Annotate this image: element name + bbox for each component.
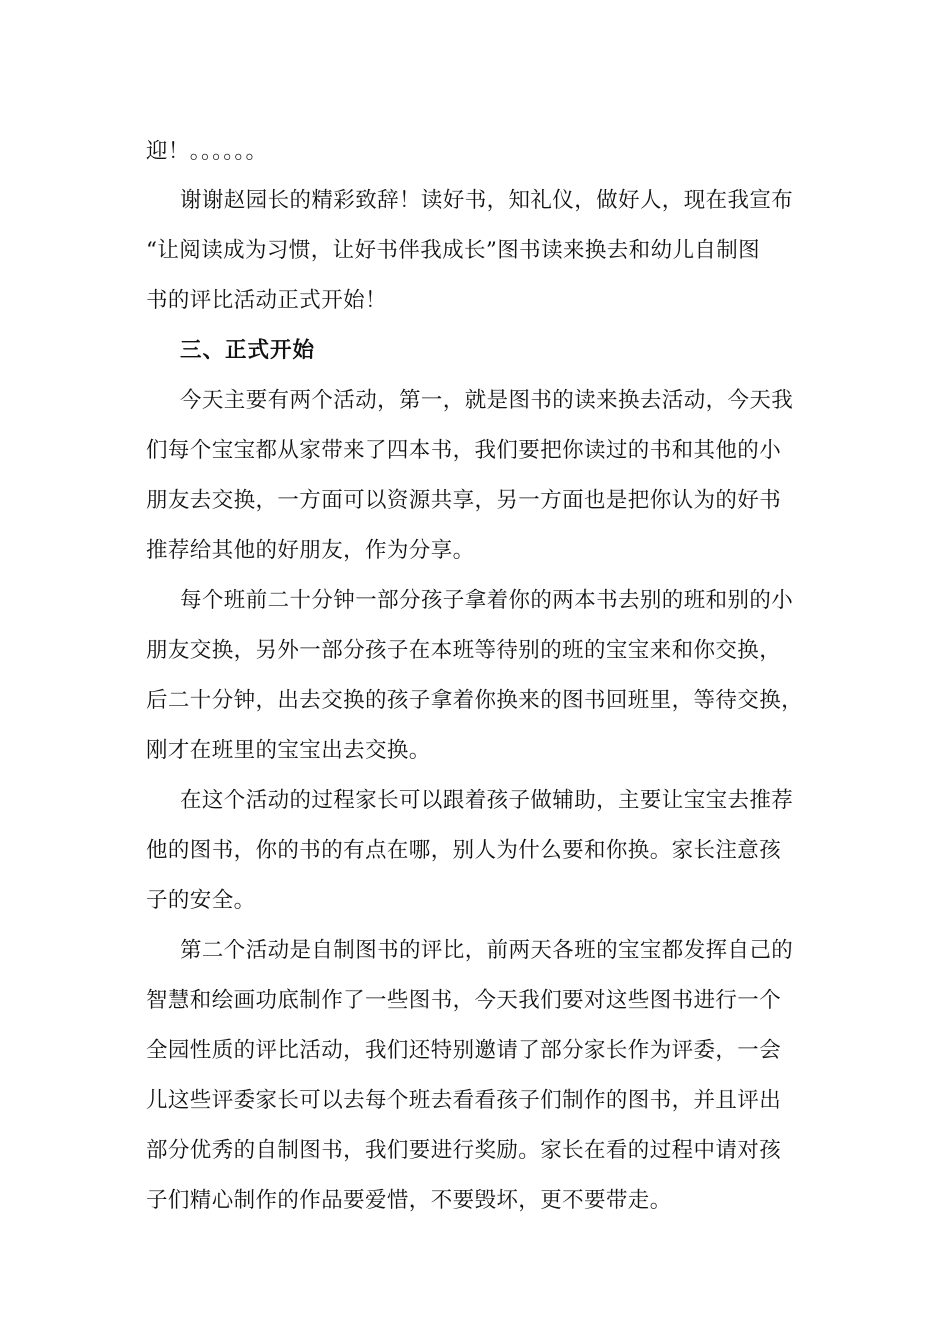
text-line: 朋友去交换，一方面可以资源共享，另一方面也是把你认为的好书 <box>146 488 782 513</box>
text-line: 书的评比活动正式开始！ <box>146 288 387 313</box>
paragraph-line: 每个班前二十分钟一部分孩子拿着你的两本书去别的班和别的小 <box>180 588 794 613</box>
text-line: 全园性质的评比活动，我们还特别邀请了部分家长作为评委，一会 <box>146 1038 782 1063</box>
text-line: 朋友交换，另外一部分孩子在本班等待别的班的宝宝来和你交换， <box>146 638 782 663</box>
text-line: 智慧和绘画功底制作了一些图书，今天我们要对这些图书进行一个 <box>146 988 782 1013</box>
text-line: 迎！。。。。。。 <box>146 139 268 164</box>
text-line: 儿这些评委家长可以去每个班去看看孩子们制作的图书，并且评出 <box>146 1088 782 1113</box>
text-line: 子们精心制作的作品要爱惜，不要毁坏，更不要带走。 <box>146 1188 672 1213</box>
section-heading: 三、正式开始 <box>180 338 316 363</box>
paragraph-line: 今天主要有两个活动，第一，就是图书的读来换去活动，今天我 <box>180 388 794 413</box>
text-line: 推荐给其他的好朋友，作为分享。 <box>146 538 475 563</box>
paragraph-line: 第二个活动是自制图书的评比，前两天各班的宝宝都发挥自己的 <box>180 938 794 963</box>
text-line: 他的图书，你的书的有点在哪，别人为什么要和你换。家长注意孩 <box>146 838 782 863</box>
paragraph-line: 谢谢赵园长的精彩致辞！读好书，知礼仪，做好人，现在我宣布 <box>180 188 794 213</box>
text-line: 刚才在班里的宝宝出去交换。 <box>146 738 431 763</box>
text-line: 后二十分钟，出去交换的孩子拿着你换来的图书回班里，等待交换， <box>146 688 804 713</box>
text-line: 们每个宝宝都从家带来了四本书，我们要把你读过的书和其他的小 <box>146 438 782 463</box>
text-line: 子的安全。 <box>146 888 256 913</box>
text-line: 部分优秀的自制图书，我们要进行奖励。家长在看的过程中请对孩 <box>146 1138 782 1163</box>
text-line: “让阅读成为习惯，让好书伴我成长”图书读来换去和幼儿自制图 <box>146 238 761 263</box>
paragraph-line: 在这个活动的过程家长可以跟着孩子做辅助，主要让宝宝去推荐 <box>180 788 794 813</box>
